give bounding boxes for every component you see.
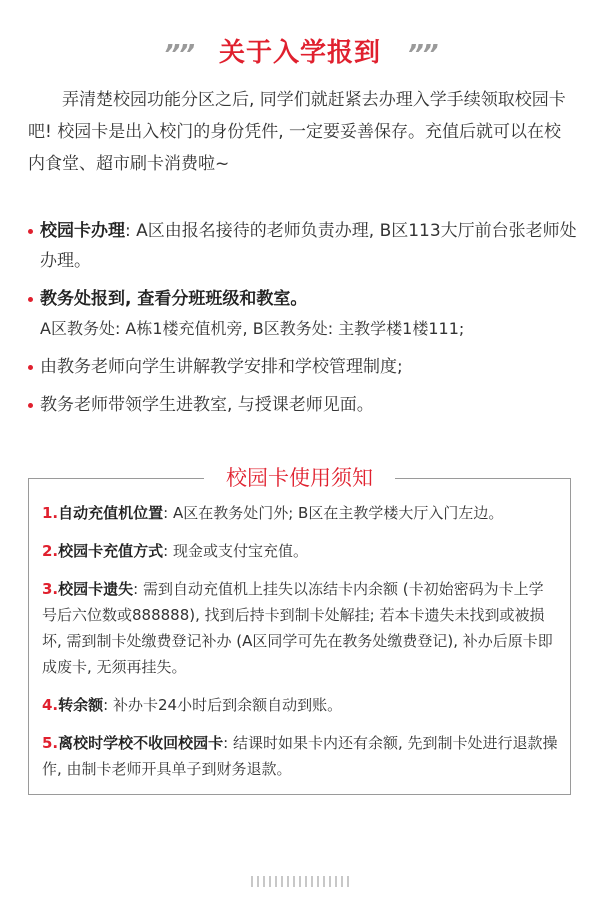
right-quote-decoration: ”” [407,40,437,70]
list-item [42,576,558,680]
red-bullet-icon [28,297,33,302]
step-separator: : [125,221,137,241]
tick-mark [251,876,253,887]
step-text: 由教务老师向学生讲解教学安排和学校管理制度; [40,357,403,377]
item-text: : 结课时如果卡内还有余额, 先到制卡处进行退款操作, 由制卡老师开具单子到财务退款。 [42,734,558,778]
notice-title: 校园卡使用须知 [204,462,395,494]
item-text: : 需到自动充值机上挂失以冻结卡内余额 (卡初始密码为卡上学号后六位数或888888), 找到后持卡到制卡处解挂; 若本卡遗失未找到或被损坏, 需到制卡处缴费登记补办 (A区同学可先在教务处缴费登记), 补办后原卡即成废卡, 无须再挂失。 [42,580,553,676]
step-text: A区由报名接待的老师负责办理, B区113大厅前台张老师处办理。 [40,221,577,271]
list-item [28,390,578,420]
item-text: : A区在教务处门外; B区在主教学楼大厅入门左边。 [163,504,504,522]
tick-mark [263,876,265,887]
item-number: 1. [42,504,59,522]
list-item [42,538,558,564]
tick-mark [329,876,331,887]
notice-list [42,500,558,782]
item-number: 2. [42,542,59,560]
list-item [28,352,578,382]
tick-mark [305,876,307,887]
tick-mark [287,876,289,887]
tick-mark [293,876,295,887]
left-quote-decoration: ”” [163,40,193,70]
step-label: 教务处报到, 查看分班班级和教室。 [40,289,308,309]
item-label: 离校时学校不收回校园卡 [58,734,224,752]
page-indicator-ticks [0,876,600,887]
list-item [42,692,558,718]
tick-mark [317,876,319,887]
red-bullet-icon [28,403,33,408]
campus-card-notice-box [28,466,571,795]
item-label: 自动充值机位置 [58,504,164,522]
tick-mark [311,876,313,887]
red-bullet-icon [28,229,33,234]
section-header [0,30,600,70]
step-label: 校园卡办理 [40,221,125,241]
item-number: 5. [42,734,59,752]
intro-paragraph: 弄清楚校园功能分区之后, 同学们就赶紧去办理入学手续领取校园卡吧! 校园卡是出入校门的身份凭件, 一定要妥善保存。充值后就可以在校内食堂、超市刷卡消费啦~ [28,90,566,174]
list-item [42,500,558,526]
tick-mark [347,876,349,887]
step-subtext: A区教务处: A栋1楼充值机旁, B区教务处: 主教学楼1楼111; [40,319,465,338]
tick-mark [257,876,259,887]
list-item [28,216,578,276]
tick-mark [275,876,277,887]
item-text: : 补办卡24小时后到余额自动到账。 [103,696,343,714]
item-label: 转余额 [58,696,104,714]
item-label: 校园卡充值方式 [58,542,164,560]
red-bullet-icon [28,365,33,370]
tick-mark [281,876,283,887]
tick-mark [335,876,337,887]
tick-mark [269,876,271,887]
item-number: 3. [42,580,59,598]
tick-mark [299,876,301,887]
tick-mark [341,876,343,887]
item-number: 4. [42,696,59,714]
notice-title-wrapper [29,462,570,494]
item-label: 校园卡遗失 [58,580,134,598]
step-text: 教务老师带领学生进教室, 与授课老师见面。 [40,395,374,415]
list-item [42,730,558,782]
item-text: : 现金或支付宝充值。 [163,542,308,560]
page-title: 关于入学报到 [218,37,381,68]
tick-mark [323,876,325,887]
enrollment-steps-list [28,216,578,420]
list-item [28,284,578,344]
